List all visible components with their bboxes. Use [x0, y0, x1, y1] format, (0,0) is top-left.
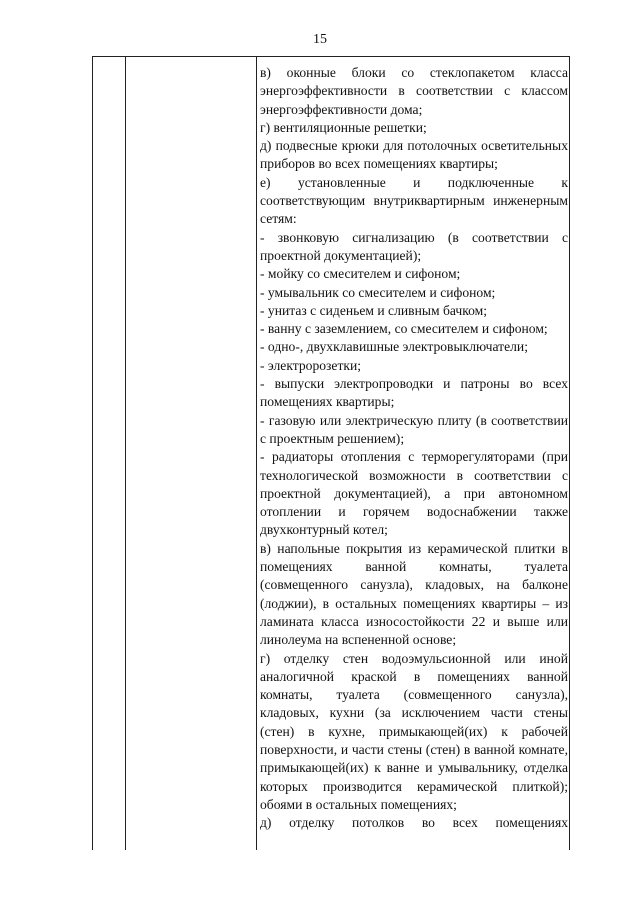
paragraph: - умывальник со смесителем и сифоном;	[260, 284, 496, 300]
page-number: 15	[313, 32, 327, 47]
paragraph: в) оконные блоки со стеклопакетом класса энергоэффективности в соответствии с классом энергоэффективности дома;	[260, 65, 568, 117]
paragraph: - одно-, двухклавишные электровыключатели;	[260, 339, 528, 355]
column-divider	[125, 57, 126, 850]
paragraph: - газовую или электрическую плиту (в соответствии с проектным решением);	[260, 412, 568, 446]
requirements-cell	[260, 64, 568, 832]
paragraph: - радиаторы отопления с терморегуляторами (при технологической возможности в соответствии с проектной документацией), а при автономном отоплении и горячем водоснабжении также двухконтурный котел;	[260, 449, 568, 538]
paragraph: - электророзетки;	[260, 357, 362, 373]
paragraph: - ванну с заземлением, со смесителем и сифоном;	[260, 321, 548, 337]
paragraph: - выпуски электропроводки и патроны во всех помещениях квартиры;	[260, 376, 568, 410]
column-divider	[256, 57, 257, 850]
paragraph: д) отделку потолков во всех помещениях	[260, 815, 568, 831]
paragraph: - мойку со смесителем и сифоном;	[260, 266, 461, 282]
paragraph: г) отделку стен водоэмульсионной или иной аналогичной краской в помещениях ванной комнаты, туалета (совмещенного санузла), кладовых, кухни (за исключением части стены (стен) в кухне, примыкающей(их) к рабочей поверхности, и части стены (стен) в ванной комнате, примыкающей(их) к ванне и умывальнику, отделка которых производится керамической плиткой); обоями в остальных помещениях;	[260, 650, 568, 812]
paragraph: е) установленные и подключенные к соответствующим внутриквартирным инженерным сетям:	[260, 174, 568, 227]
paragraph: - звонковую сигнализацию (в соответствии с проектной документацией);	[260, 229, 568, 263]
paragraph: в) напольные покрытия из керамической плитки в помещениях ванной комнаты, туалета (совмещенного санузла), кладовых, на балконе (лоджии), в остальных помещениях квартиры – из ламината класса износостойкости 22 и выше или линолеума на вспененной основе;	[260, 540, 568, 648]
paragraph: г) вентиляционные решетки;	[260, 119, 427, 135]
paragraph: - унитаз с сиденьем и сливным бачком;	[260, 302, 488, 318]
paragraph: д) подвесные крюки для потолочных осветительных приборов во всех помещениях квартиры;	[260, 138, 568, 172]
